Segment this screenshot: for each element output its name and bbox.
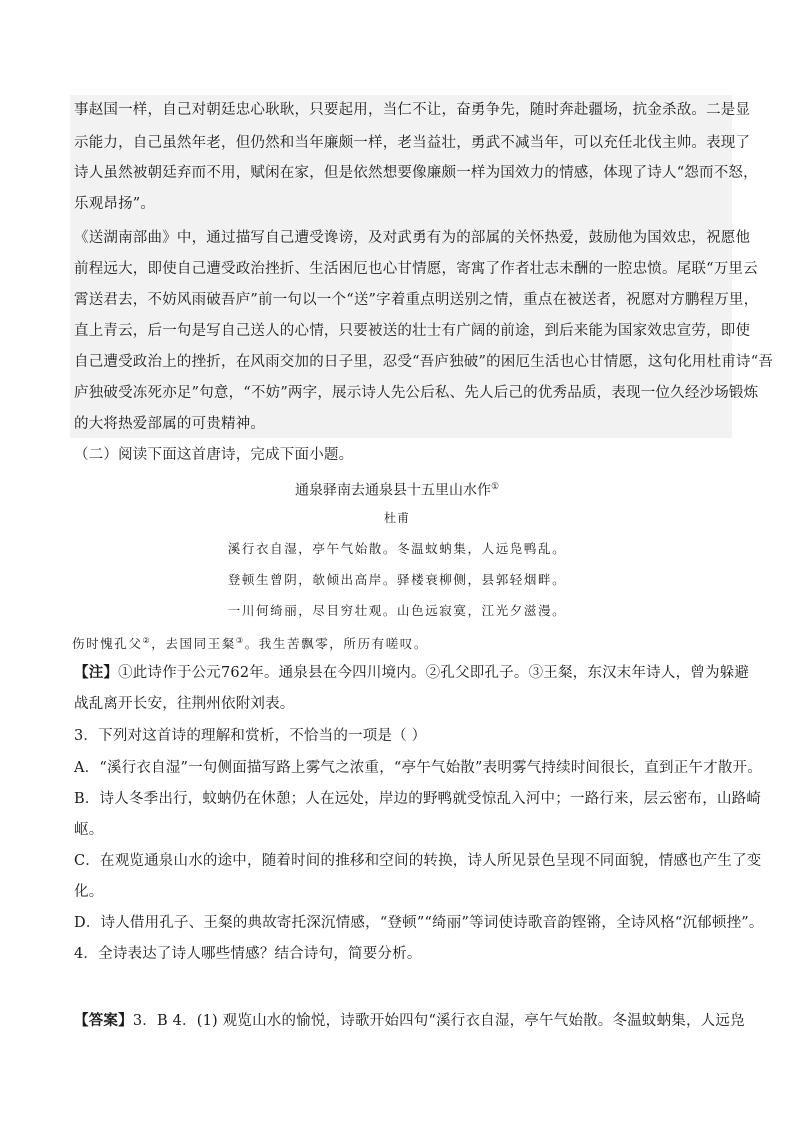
poem-verse: 登顿生曾阴，欹倾出高岸。驿楼衰柳侧，县郭轻烟畔。 (227, 572, 567, 587)
notes-line: 【注】①此诗作于公元762年。通泉县在今四川境内。②孔父即孔子。③王粲，东汉末年诗人，曾为躲避 (74, 664, 750, 681)
footnote-mark: ② (142, 636, 152, 645)
notes-line: 战乱离开长安，往荆州依附刘表。 (74, 696, 295, 712)
analysis-line: 前程远大，即使自己遭受政治挫折、生活困厄也心甘情愿，寄寓了作者壮志未酬的一腔忠愤。尾联“万里云 (74, 261, 758, 277)
analysis-line: 示能力，自己虽然年老，但仍然和当年廉颇一样，老当益壮，勇武不减当年，可以充任北伐主帅。表现了 (74, 135, 751, 151)
poem-verse: 一川何绮丽，尽目穷壮观。山色远寂寞，江光夕滋漫。 (227, 603, 567, 618)
section-heading: （二）阅读下面这首唐诗，完成下面小题。 (74, 447, 354, 463)
notes-label: 【注】 (74, 664, 119, 681)
poem-verse-last: 伤时愧孔父②，去国同王粲③。我生苦飘零，所历有嗟叹。 (72, 636, 428, 652)
poem-title: 通泉驿南去通泉县十五里山水作① (294, 482, 500, 499)
analysis-line: 自己遭受政治上的挫折，在风雨交加的日子里，忍受“吾庐独破”的困厄生活也心甘情愿，这句化用杜甫诗“吾 (74, 354, 774, 370)
option-d: D．诗人借用孔子、王粲的典故寄托深沉情感，“登顿”“绮丽”等词使诗歌音韵铿锵，全诗风格“沉郁顿挫”。 (74, 915, 764, 931)
analysis-line: 庐独破受冻死亦足”句意，“不妨”两字，展示诗人先公后私、先人后己的优秀品质，表现一位久经沙场锻炼 (74, 385, 759, 401)
analysis-line: 事赵国一样，自己对朝廷忠心耿耿，只要起用，当仁不让，奋勇争先，随时奔赴疆场，抗金杀敌。二是显 (74, 102, 751, 118)
analysis-line: 的大将热爱部属的可贵精神。 (74, 416, 266, 432)
option-b-cont: 岖。 (74, 822, 104, 838)
answer-line: 【答案】3．B 4．(1) 观览山水的愉悦，诗歌开始四句“溪行衣自湿，亭午气始散。冬温蚊蚋集，人远凫 (74, 1012, 745, 1029)
analysis-line: 诗人虽然被朝廷弃而不用，赋闲在家，但是依然想要像廉颇一样为国效力的情感，体现了诗人“怨而不怒， (74, 165, 758, 181)
option-b: B．诗人冬季出行，蚊蚋仍在休憩；人在远处，岸边的野鸭就受惊乱入河中；一路行来，层云密布，山路崎 (74, 791, 762, 807)
question-3: 3．下列对这首诗的理解和赏析，不恰当的一项是（ ） (74, 728, 427, 744)
analysis-line: 《送湖南部曲》中，通过描写自己遭受谗谤，及对武勇有为的部属的关怀热爱，鼓励他为国效忠，祝愿他 (74, 230, 751, 246)
option-c: C．在观览通泉山水的途中，随着时间的推移和空间的转换，诗人所见景色呈现不同面貌，情感也产生了变 (74, 853, 762, 869)
poem-verse: 溪行衣自湿，亭午气始散。冬温蚊蚋集，人远凫鸭乱。 (227, 541, 567, 556)
analysis-line: 霄送君去，不妨风雨破吾庐”前一句以一个“送”字着重点明送别之情，重点在被送者，祝愿对方鹏程万里， (74, 292, 759, 308)
option-c-cont: 化。 (74, 884, 104, 900)
footnote-mark: ③ (235, 636, 245, 645)
poem-author: 杜甫 (383, 511, 410, 525)
option-a: A．“溪行衣自湿”一句侧面描写路上雾气之浓重，“亭午气始散”表明雾气持续时间很长，直到正午才散开。 (74, 760, 762, 776)
analysis-line: 直上青云，后一句是写自己送人的心情，只要被送的壮士有广阔的前途，到后来能为国家效忠宣劳，即使 (74, 323, 751, 339)
answer-label: 【答案】 (74, 1012, 133, 1029)
title-footnote-mark: ① (490, 482, 500, 492)
analysis-line: 乐观昂扬”。 (74, 196, 156, 212)
question-4: 4．全诗表达了诗人哪些情感？结合诗句，简要分析。 (74, 946, 422, 962)
